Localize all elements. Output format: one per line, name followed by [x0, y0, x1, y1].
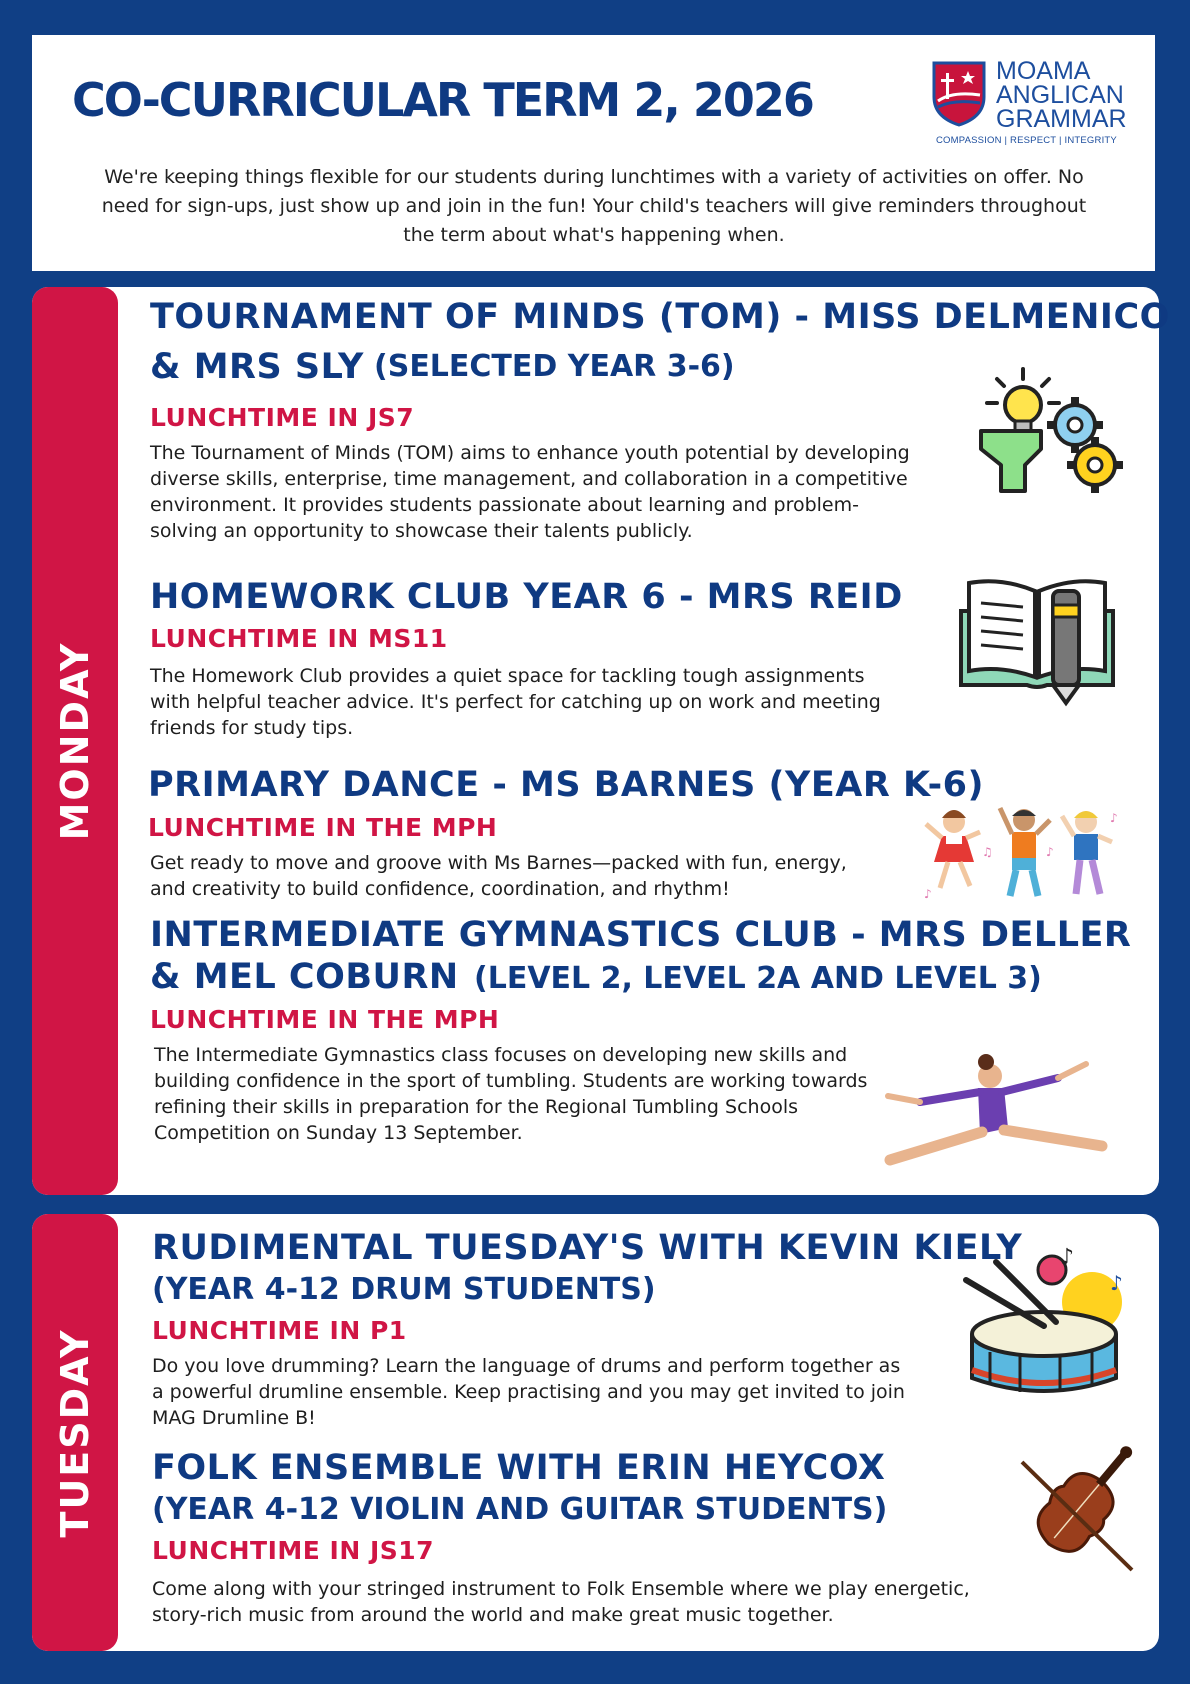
svg-text:♫: ♫ [982, 845, 993, 859]
header [32, 35, 1155, 271]
tuesday-tab [32, 1214, 118, 1651]
svg-text:♪: ♪ [1110, 811, 1118, 825]
monday-tab [32, 287, 118, 1195]
activity-location: LUNCHTIME IN P1 [152, 1316, 407, 1345]
activity-description: The Homework Club provides a quiet space for tackling tough assignments with helpful teacher advice. It's perfect for catching up on work and meeting friends for study tips. [150, 665, 881, 739]
activity-subtitle: (SELECTED YEAR 3-6) [374, 349, 735, 384]
shield-logo-icon [932, 61, 986, 127]
svg-text:♪: ♪ [924, 887, 932, 901]
activity-title-line2: & MRS SLY [150, 347, 364, 387]
activity-location: LUNCHTIME IN JS17 [152, 1536, 435, 1565]
school-logo [932, 59, 1132, 149]
activity-location: LUNCHTIME IN THE MPH [150, 1005, 500, 1034]
dancing-kids-icon [920, 802, 1120, 906]
activity-title: RUDIMENTAL TUESDAY'S WITH KEVIN KIELY [152, 1228, 1023, 1268]
logo-wordmark [996, 59, 1127, 131]
day-label-monday: MONDAY [53, 641, 97, 841]
activity-location: LUNCHTIME IN THE MPH [148, 813, 498, 842]
activity-title: TOURNAMENT OF MINDS (TOM) - MISS DELMENICO [150, 297, 1170, 337]
activity-title: FOLK ENSEMBLE WITH ERIN HEYCOX [152, 1448, 886, 1488]
violin-icon [1012, 1442, 1142, 1582]
activity-title: HOMEWORK CLUB YEAR 6 - MRS REID [150, 577, 903, 617]
svg-text:♪: ♪ [1046, 845, 1054, 859]
drum-icon [960, 1244, 1130, 1414]
monday-panel [32, 287, 1170, 1195]
tuesday-panel [32, 1214, 1159, 1651]
logo-tagline: COMPASSION | RESPECT | INTEGRITY [936, 135, 1117, 146]
activity-title: INTERMEDIATE GYMNASTICS CLUB - MRS DELLER [150, 915, 1132, 955]
activity-location: LUNCHTIME IN JS7 [150, 403, 415, 432]
activity-title-line2: & MEL COBURN [150, 957, 459, 997]
activity-description: The Tournament of Minds (TOM) aims to enhance youth potential by developing diverse skills, enterprise, time management, and collaboration in a competitive environment. It provides students passionate about learning and problem-solving an opportunity to showcase their talents publicly. [150, 442, 910, 542]
day-label-tuesday: TUESDAY [53, 1328, 97, 1537]
gymnast-icon [880, 1050, 1120, 1168]
svg-text:♪: ♪ [1060, 1245, 1075, 1270]
activity-description: Get ready to move and groove with Ms Barnes—packed with fun, energy, and creativity to build confidence, coordination, and rhythm! [150, 852, 847, 900]
activity-description: The Intermediate Gymnastics class focuses on developing new skills and building confidence in the sport of tumbling. Students are working towards refining their skills in preparation for the Regional Tumbling Schools Competition on Sunday 13 September. [154, 1044, 868, 1144]
page-title: CO-CURRICULAR TERM 2, 2026 [72, 73, 813, 127]
book-pen-icon [957, 577, 1117, 707]
activity-title: PRIMARY DANCE - MS BARNES (YEAR K-6) [148, 765, 984, 805]
logo-line-2: ANGLICAN [996, 81, 1124, 109]
svg-text:♪: ♪ [1110, 1271, 1123, 1295]
logo-line-1: MOAMA [996, 57, 1091, 85]
activity-subtitle: (YEAR 4-12 DRUM STUDENTS) [152, 1272, 656, 1307]
activity-description: Come along with your stringed instrument to Folk Ensemble where we play energetic, story-rich music from around the world and make great music together. [152, 1578, 970, 1626]
activity-subtitle: (LEVEL 2, LEVEL 2A AND LEVEL 3) [474, 961, 1042, 996]
activity-location: LUNCHTIME IN MS11 [150, 624, 448, 653]
activity-description: Do you love drumming? Learn the language of drums and perform together as a powerful drumline ensemble. Keep practising and you may get invited to join MAG Drumline B! [152, 1355, 905, 1429]
logo-line-3: GRAMMAR [996, 105, 1127, 133]
activity-subtitle: (YEAR 4-12 VIOLIN AND GUITAR STUDENTS) [152, 1492, 888, 1527]
lightbulb-gears-icon [975, 365, 1125, 507]
intro-text: We're keeping things flexible for our students during lunchtimes with a variety of activities on offer. No need for sign-ups, just show up and join in the fun! Your child's teachers will give reminders throughout the term about what's happening when. [101, 166, 1087, 246]
